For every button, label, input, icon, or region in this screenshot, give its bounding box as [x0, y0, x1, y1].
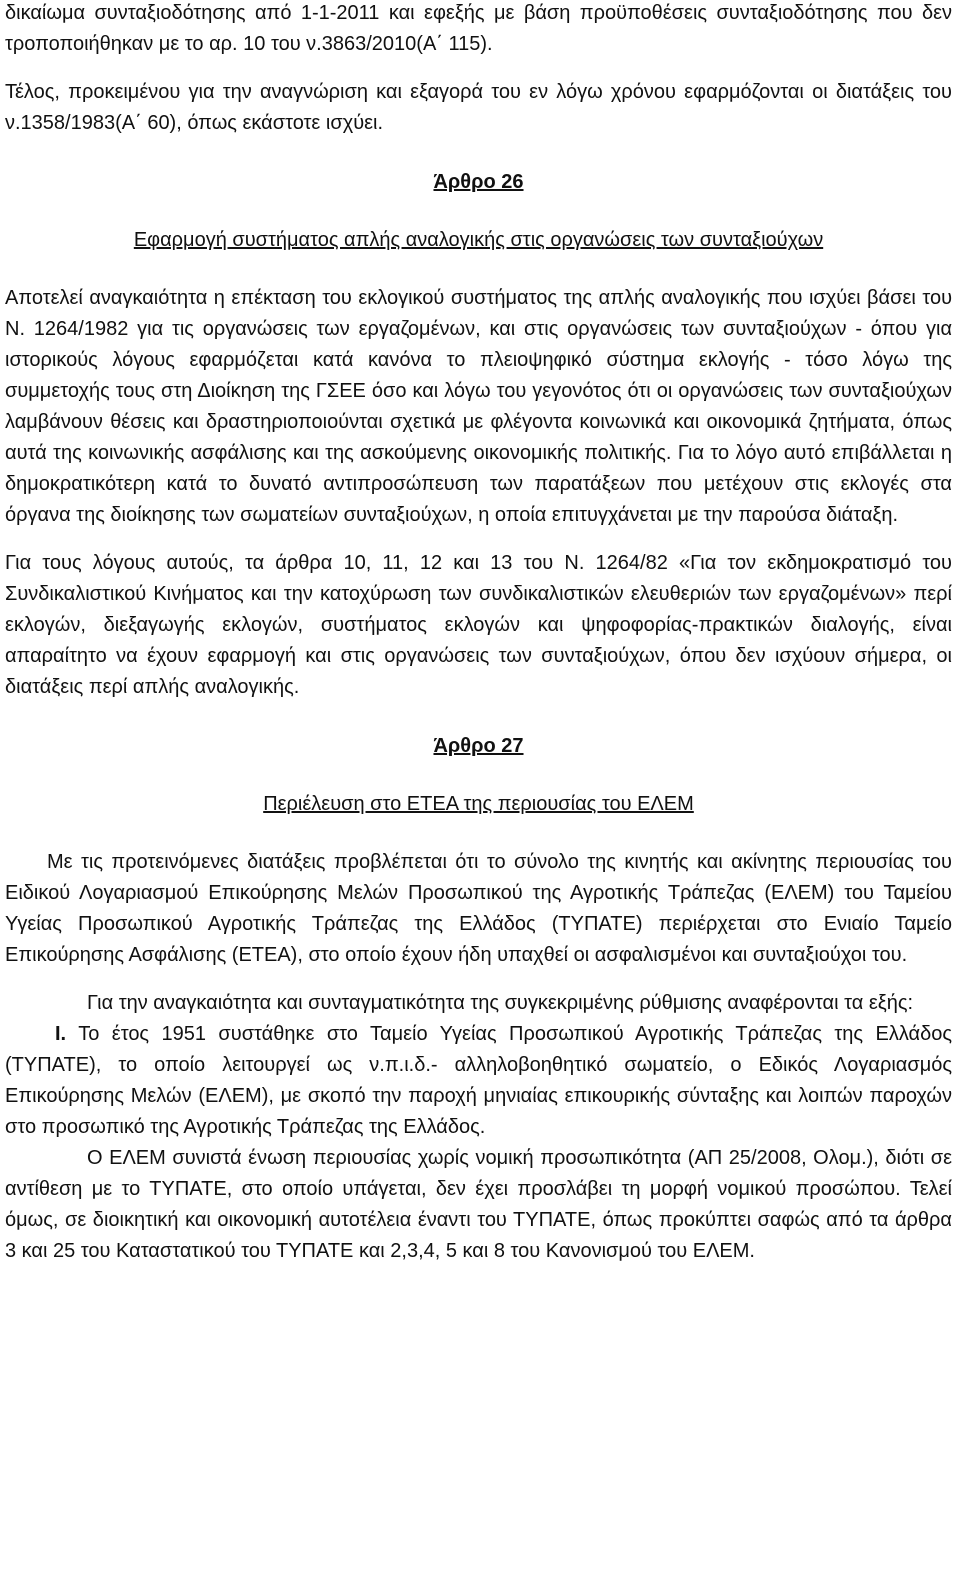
article-27-item-1	[5, 1019, 952, 1143]
paragraph-purchase-provisions: Τέλος, προκειμένου για την αναγνώριση και εξαγορά του εν λόγω χρόνου εφαρμόζονται οι διατάξεις του ν.1358/1983(Α΄ 60), όπως εκάστοτε ισχύει.	[5, 81, 952, 134]
article-27-title: Περιέλευση στο ΕΤΕΑ της περιουσίας του ΕΛΕΜ	[263, 793, 694, 815]
article-26-paragraph-1: Αποτελεί αναγκαιότητα η επέκταση του εκλογικού συστήματος της απλής αναλογικής που ισχύει βάσει του Ν. 1264/1982 για τις οργανώσεις των εργαζομένων, και στις οργανώσεις των συνταξιούχων - όπου για ιστορικούς λόγους εφαρμόζεται κατά κανόνα το πλειοψηφικό σύστημα εκλογής - τόσο λόγω της συμμετοχής τους στη Διοίκηση της ΓΣΕΕ όσο και λόγω του γεγονότος ότι οι οργανώσεις των συνταξιούχων λαμβάνουν θέσεις και δραστηριοποιούνται σχετικά με φλέγοντα κοινωνικά και οικονομικά ζητήματα, όπως αυτά της κοινωνικής ασφάλισης και της ασκούμενης οικονομικής πολιτικής. Για το λόγο αυτό επιβάλλεται η δημοκρατικότερη κατά το δυνατό αντιπροσώπευση των παρατάξεων που μετέχουν στις εκλογές στα όργανα της διοίκησης των σωματείων συνταξιούχων, η οποία επιτυγχάνεται με την παρούσα διάταξη.	[5, 287, 952, 526]
article-26-paragraph-2: Για τους λόγους αυτούς, τα άρθρα 10, 11, 12 και 13 του Ν. 1264/82 «Για τον εκδημοκρατισμό του Συνδικαλιστικού Κινήματος και την κατοχύρωση των συνδικαλιστικών ελευθεριών των εργαζομένων» περί εκλογών, διεξαγωγής εκλογών, συστήματος εκλογών και ψηφοφορίας-πρακτικών διαλογής, είναι απαραίτητο να έχουν εφαρμογή και στις οργανώσεις των συνταξιούχων, όπου δεν ισχύουν σήμερα, οι διατάξεις περί απλής αναλογικής.	[5, 552, 952, 698]
article-27-paragraph-3: Ο ΕΛΕΜ συνιστά ένωση περιουσίας χωρίς νομική προσωπικότητα (ΑΠ 25/2008, Ολομ.), διότι σε αντίθεση με το ΤΥΠΑΤΕ, στο οποίο υπάγεται, δεν έχει προσλάβει τη μορφή νομικού προσώπου. Τελεί όμως, σε διοικητική και οικονομική αυτοτέλεια έναντι του ΤΥΠΑΤΕ, όπως προκύπτει σαφώς από τα άρθρα 3 και 25 του Καταστατικού του ΤΥΠΑΤΕ και 2,3,4, 5 και 8 του Κανονισμού του ΕΛΕΜ.	[5, 1147, 952, 1262]
article-27-paragraph-1: Με τις προτεινόμενες διατάξεις προβλέπεται ότι το σύνολο της κινητής και ακίνητης περιουσίας του Ειδικού Λογαριασμού Επικούρησης Μελών Προσωπικού της Αγροτικής Τράπεζας (ΕΛΕΜ) του Ταμείου Υγείας Προσωπικού Αγροτικής Τράπεζας της Ελλάδος (ΤΥΠΑΤΕ) περιέρχεται στο Ενιαίο Ταμείο Επικούρησης Ασφάλισης (ΕΤΕΑ), στο οποίο έχουν ήδη υπαχθεί οι ασφαλισμένοι και συνταξιούχοι του.	[5, 851, 952, 966]
paragraph-continuation: δικαίωμα συνταξιοδότησης από 1-1-2011 και εφεξής με βάση προϋποθέσεις συνταξιοδότησης που δεν τροποποιήθηκαν με το αρ. 10 του ν.3863/2010(Α΄ 115).	[5, 2, 952, 55]
item-1-text: Το έτος 1951 συστάθηκε στο Ταμείο Υγείας Προσωπικού Αγροτικής Τράπεζας της Ελλάδος (ΤΥΠΑΤΕ), το οποίο λειτουργεί ως ν.π.ι.δ.- αλληλοβοηθητικό σωματείο, ο Εδικός Λογαριασμός Επικούρησης Μελών (ΕΛΕΜ), με σκοπό την παροχή μηνιαίας επικουρικής σύνταξης και λοιπών παροχών στο προσωπικό της Αγροτικής Τράπεζας της Ελλάδος.	[5, 1023, 952, 1138]
article-27-heading: Άρθρο 27	[433, 735, 524, 757]
item-1-numeral: Ι.	[55, 1023, 67, 1045]
article-26-heading: Άρθρο 26	[433, 171, 524, 193]
article-27-paragraph-2: Για την αναγκαιότητα και συνταγματικότητα της συγκεκριμένης ρύθμισης αναφέρονται τα εξής:	[87, 992, 914, 1014]
article-26-title: Εφαρμογή συστήματος απλής αναλογικής στις οργανώσεις των συνταξιούχων	[133, 229, 824, 251]
document-page	[5, 0, 952, 1267]
